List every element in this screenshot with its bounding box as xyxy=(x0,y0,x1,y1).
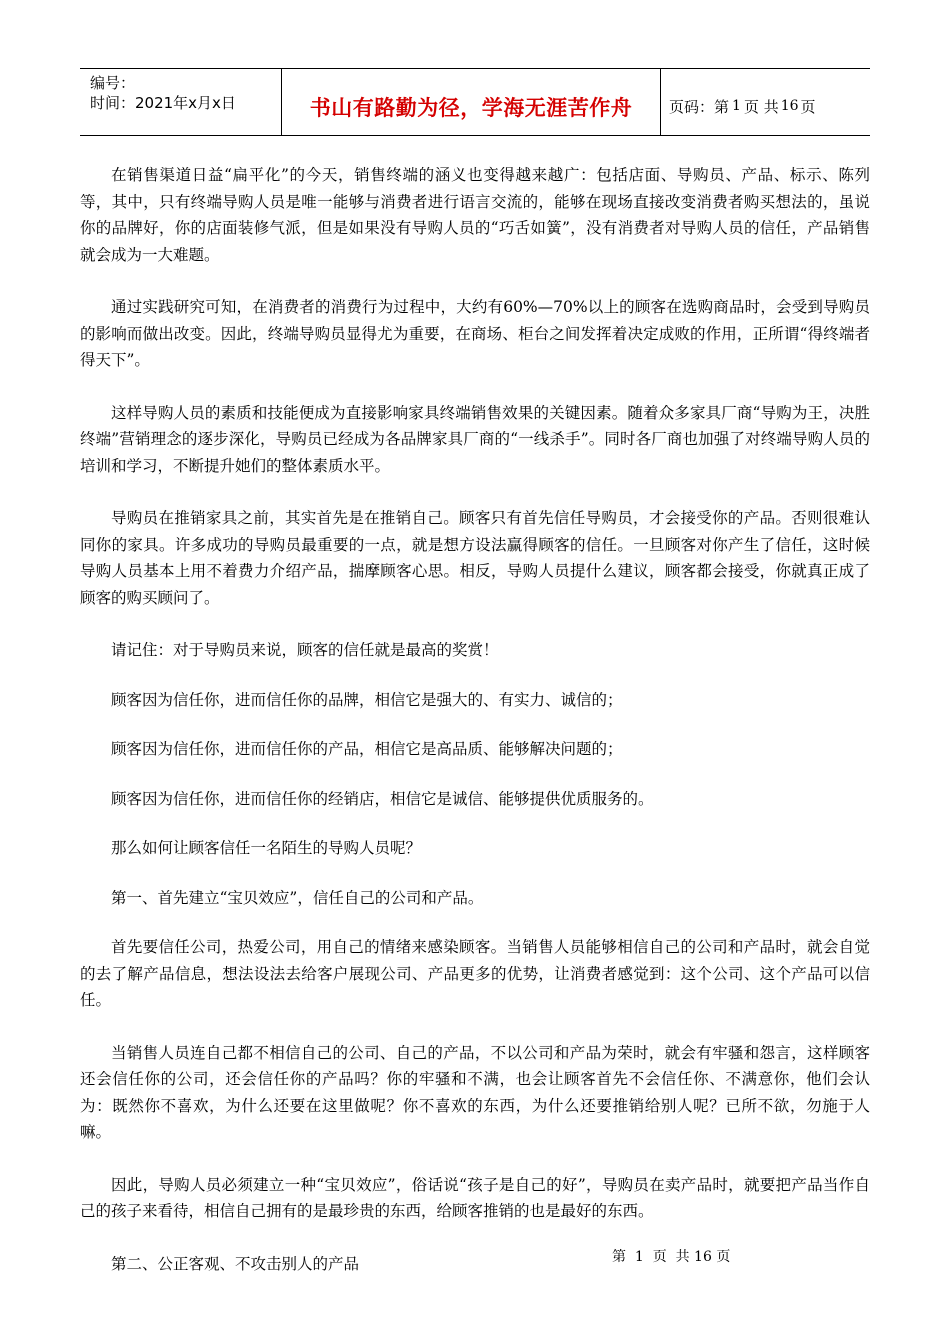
page-total: 16 xyxy=(780,98,799,114)
page-prefix: 页码：第 xyxy=(669,97,730,116)
paragraph-10: 第一、首先建立“宝贝效应”，信任自己的公司和产品。 xyxy=(111,888,484,907)
page-mid: 页 共 xyxy=(743,97,779,116)
header-meta xyxy=(80,69,282,135)
paragraph-14: 第二、公正客观、不攻击别人的产品 xyxy=(111,1254,360,1273)
paragraph-12: 当销售人员连自己都不相信自己的公司、自己的产品，不以公司和产品为荣时，就会有牢骚和怨言，这样顾客还会信任你的公司，还会信任你的产品吗？你的牢骚和不满，也会让顾客首先不会信任你、不满意你，他们会认为：既然你不喜欢，为什么还要在这里做呢？你不喜欢的东西，为什么还要推销给别人呢？已所不欲，勿施于人嘛。 xyxy=(80,1043,870,1141)
paragraph-2: 通过实践研究可知，在消费者的消费行为过程中，大约有60%—70%以上的顾客在选购商品时，会受到导购员的影响而做出改变。因此，终端导购员显得尤为重要，在商场、柜台之间发挥着决定成败的作用，正所谓“得终端者得天下”。 xyxy=(80,298,870,369)
header-page-number xyxy=(661,69,870,135)
paragraph-5: 请记住：对于导购员来说，顾客的信任就是最高的奖赏！ xyxy=(111,641,499,659)
page-header xyxy=(80,68,870,136)
paragraph-3: 这样导购人员的素质和技能便成为直接影响家具终端销售效果的关键因素。随着众多家具厂商“导购为王，决胜终端”营销理念的逐步深化，导购员已经成为各品牌家具厂商的“一线杀手”。同时各厂商也加强了对终端导购人员的培训和学习，不断提升她们的整体素质水平。 xyxy=(80,403,870,475)
page-footer: 第 1 页 共 16 页 xyxy=(612,1249,731,1265)
page-current: 1 xyxy=(732,98,741,114)
page-suffix: 页 xyxy=(800,97,816,116)
paragraph-4: 导购员在推销家具之前，其实首先是在推销自己。顾客只有首先信任导购员，才会接受你的产品。否则很难认同你的家具。许多成功的导购员最重要的一点，就是想方设法赢得顾客的信任。一旦顾客对你产生了信任，这时候导购人员基本上用不着费力介绍产品，揣摩顾客心思。相反，导购人员提什么建议，顾客都会接受，你就真正成了顾客的购买顾问了。 xyxy=(80,509,870,607)
paragraph-7: 顾客因为信任你，进而信任你的产品，相信它是高品质、能够解决问题的； xyxy=(111,740,623,758)
paragraph-13: 因此，导购人员必须建立一种“宝贝效应”，俗话说“孩子是自己的好”，导购员在卖产品时，就要把产品当作自己的孩子来看待，相信自己拥有的是最珍贵的东西，给顾客推销的也是最好的东西。 xyxy=(80,1175,870,1220)
paragraph-6: 顾客因为信任你，进而信任你的品牌，相信它是强大的、有实力、诚信的； xyxy=(111,690,623,709)
document-number-label: 编号： xyxy=(90,74,136,92)
paragraph-8: 顾客因为信任你，进而信任你的经销店，相信它是诚信、能够提供优质服务的。 xyxy=(111,789,654,808)
paragraph-11: 首先要信任公司，热爱公司，用自己的情绪来感染顾客。当销售人员能够相信自己的公司和产品时，就会自觉的去了解产品信息，想法设法去给客户展现公司、产品更多的优势，让消费者感觉到：这个公司、这个产品可以信任。 xyxy=(80,938,870,1009)
paragraph-1: 在销售渠道日益“扁平化”的今天，销售终端的涵义也变得越来越广：包括店面、导购员、产品、标示、陈列等，其中，只有终端导购人员是唯一能够与消费者进行语言交流的，能够在现场直接改变消费者购买想法的，虽说你的品牌好，你的店面装修气派，但是如果没有导购人员的“巧舌如簧”，没有消费者对导购人员的信任，产品销售就会成为一大难题。 xyxy=(80,166,870,264)
paragraph-9: 那么如何让顾客信任一名陌生的导购人员呢？ xyxy=(111,839,422,857)
document-body xyxy=(80,162,870,1277)
header-motto: 书山有路勤为径，学海无涯苦作舟 xyxy=(282,69,661,135)
document-time: 时间：2021年x月x日 xyxy=(90,94,236,112)
